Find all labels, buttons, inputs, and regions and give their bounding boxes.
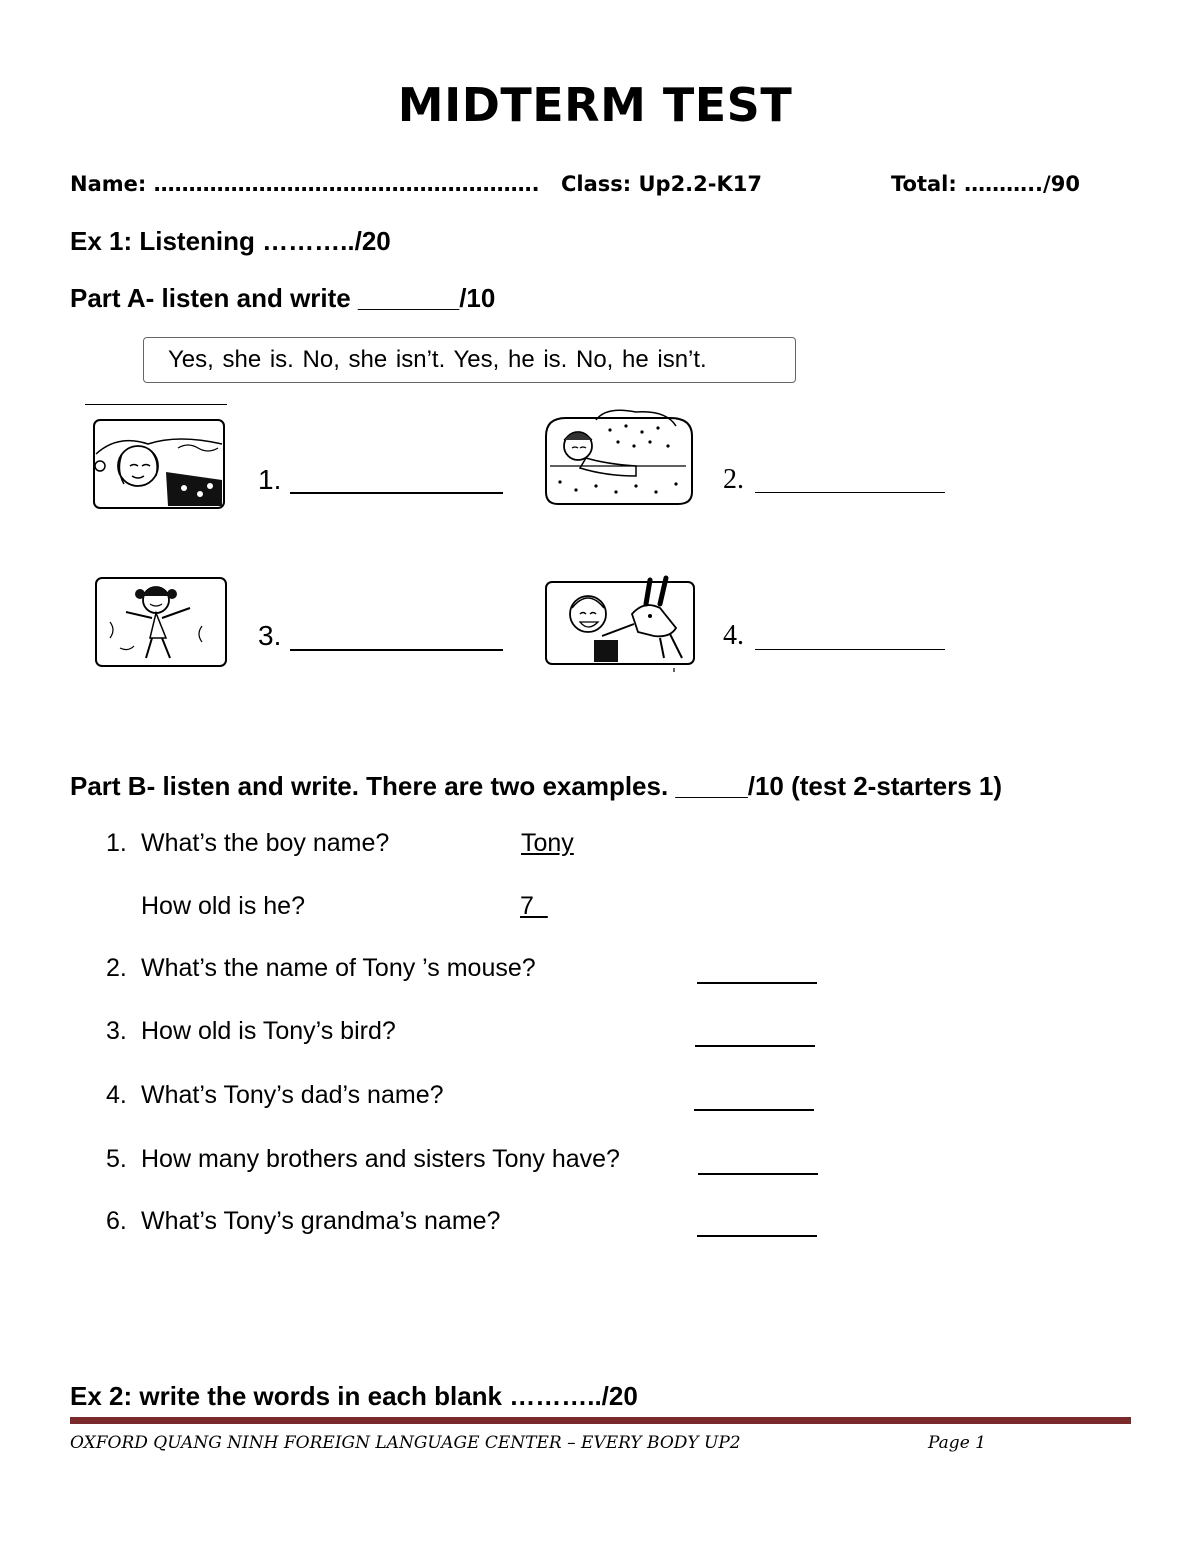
footer-rule bbox=[70, 1417, 1131, 1424]
answer-blank[interactable] bbox=[697, 1235, 817, 1237]
page-number: Page 1 bbox=[928, 1433, 986, 1453]
divider-line bbox=[85, 404, 227, 405]
answer-line-4[interactable] bbox=[755, 649, 945, 650]
page-title: MIDTERM TEST bbox=[397, 78, 793, 132]
partA-heading: Part A- listen and write _______/10 bbox=[70, 283, 496, 313]
question-text: What’s the name of Tony ’s mouse? bbox=[141, 954, 536, 982]
item-3-number: 3. bbox=[258, 620, 282, 651]
word-box: Yes, she is. No, she isn’t. Yes, he is. No, he isn’t. bbox=[143, 337, 796, 383]
boy-with-dog-picture bbox=[542, 574, 698, 672]
partB-heading: Part B- listen and write. There are two examples. _____/10 (test 2-starters 1) bbox=[70, 771, 1003, 801]
question-text: How many brothers and sisters Tony have? bbox=[141, 1145, 620, 1173]
question-text: What’s the boy name? bbox=[141, 829, 390, 857]
name-field: Name: ………………………………………………. bbox=[70, 172, 540, 196]
example-answer: Tony bbox=[521, 829, 574, 857]
item-2-number: 2. bbox=[723, 464, 744, 495]
footer-text: OXFORD QUANG NINH FOREIGN LANGUAGE CENTER – EVERY BODY UP2 bbox=[70, 1433, 741, 1453]
question-number: 2. bbox=[106, 954, 127, 982]
ex2-heading: Ex 2: write the words in each blank ………../20 bbox=[70, 1381, 638, 1411]
answer-blank[interactable] bbox=[694, 1109, 814, 1111]
class-field: Class: Up2.2-K17 bbox=[561, 172, 762, 196]
girl-dancing-picture bbox=[90, 572, 230, 670]
boy-sleeping-on-sofa-picture bbox=[536, 406, 700, 512]
question-number: 4. bbox=[106, 1081, 127, 1109]
answer-line-3[interactable] bbox=[290, 649, 503, 651]
question-number: 5. bbox=[106, 1145, 127, 1173]
girl-sleeping-in-bed-picture bbox=[88, 414, 230, 512]
item-1-number: 1. bbox=[258, 464, 282, 495]
answer-blank[interactable] bbox=[695, 1045, 815, 1047]
question-text: How old is he? bbox=[141, 892, 305, 920]
item-4-number: 4. bbox=[723, 620, 744, 651]
total-field: Total: ………../90 bbox=[891, 172, 1080, 196]
example-answer: 7 bbox=[520, 892, 548, 920]
question-number: 1. bbox=[106, 829, 127, 857]
answer-blank[interactable] bbox=[698, 1173, 818, 1175]
question-number: 3. bbox=[106, 1017, 127, 1045]
question-text: What’s Tony’s dad’s name? bbox=[141, 1081, 444, 1109]
ex1-heading: Ex 1: Listening ………../20 bbox=[70, 226, 391, 256]
question-text: What’s Tony’s grandma’s name? bbox=[141, 1207, 501, 1235]
answer-line-1[interactable] bbox=[290, 492, 503, 494]
answer-line-2[interactable] bbox=[755, 492, 945, 493]
question-number: 6. bbox=[106, 1207, 127, 1235]
answer-blank[interactable] bbox=[697, 982, 817, 984]
question-text: How old is Tony’s bird? bbox=[141, 1017, 396, 1045]
